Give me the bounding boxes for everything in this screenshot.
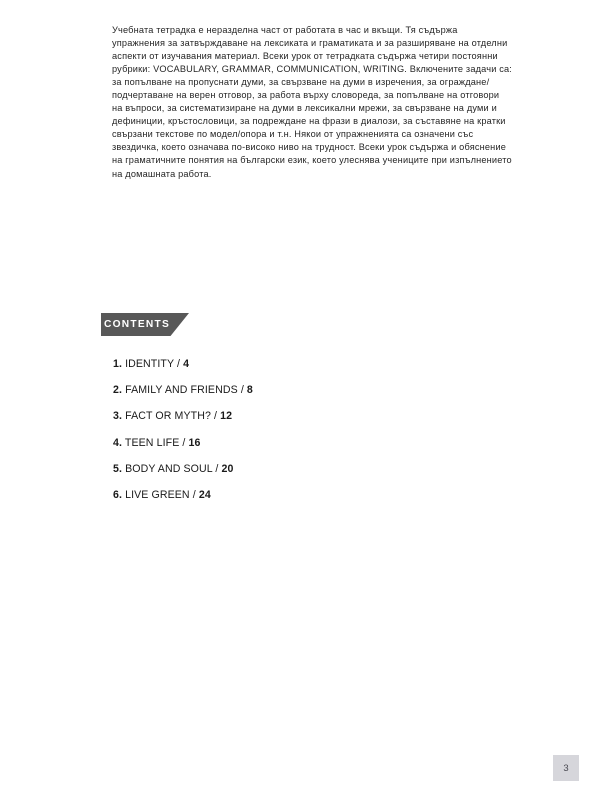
contents-banner (101, 313, 189, 336)
contents-item[interactable] (113, 377, 413, 403)
contents-item[interactable] (113, 430, 413, 456)
contents-item-title: FAMILY AND FRIENDS (125, 384, 238, 397)
contents-item-separator: / (214, 410, 218, 423)
contents-item-page: 24 (198, 489, 211, 502)
contents-item-number: 6. (113, 489, 123, 502)
intro-line: звездичка, което означава по-високо ниво на трудност. Всеки урок съдържа и обяснение (112, 142, 507, 153)
contents-item-page: 16 (188, 436, 201, 449)
contents-item-title: BODY AND SOUL (125, 462, 213, 475)
contents-item[interactable] (113, 456, 413, 482)
page-number: 3 (563, 762, 569, 774)
intro-line: на въпроси, за систематизиране на думи в лексикални мрежи, за свързване на думи и (112, 103, 497, 114)
contents-item-title: LIVE GREEN (125, 489, 190, 502)
intro-line: дефиниции, кръстословици, за подреждане на фрази в диалози, за съставяне на кратки (112, 116, 506, 127)
intro-paragraph (112, 24, 528, 181)
contents-item[interactable] (113, 403, 413, 429)
intro-line: Учебната тетрадка е неразделна част от работата в час и вкъщи. Тя съдържа (112, 25, 458, 35)
contents-item-number: 3. (113, 410, 123, 423)
contents-item-number: 4. (113, 436, 123, 449)
contents-item[interactable] (113, 482, 413, 508)
contents-item-separator: / (240, 384, 244, 397)
contents-list (113, 351, 413, 508)
contents-item-separator: / (192, 489, 196, 502)
page-number-box (553, 755, 579, 781)
intro-line: подчертаване на верен отговор, за работа върху словореда, за попълване на отговори (112, 90, 500, 101)
contents-item[interactable] (113, 351, 413, 377)
intro-line: за попълване на пропуснати думи, за свързване на думи в изречения, за ограждане/ (112, 77, 490, 88)
intro-line: рубрики: VOCABULARY, GRAMMAR, COMMUNICATION, WRITING. Включените задачи са: (112, 64, 513, 75)
intro-line: упражнения за затвърждаване на лексиката и граматиката и за разширяване на отделни (112, 38, 508, 49)
contents-item-separator: / (215, 462, 219, 475)
contents-item-title: IDENTITY (125, 358, 174, 370)
contents-item-number: 5. (113, 462, 123, 475)
contents-item-title: FACT OR MYTH? (125, 410, 211, 423)
intro-line: свързани текстове по модел/опора и т.н. Някои от упражненията са означени със (112, 129, 474, 140)
contents-item-title: TEEN LIFE (124, 436, 180, 449)
intro-line: аспекти от изучавания материал. Всеки урок от тетрадката съдържа четири постоянни (112, 51, 498, 62)
contents-item-page: 20 (221, 462, 234, 475)
contents-item-page: 8 (246, 384, 253, 397)
contents-item-number: 1. (113, 358, 123, 370)
contents-item-page: 12 (220, 410, 233, 423)
intro-line: на граматичните понятия на български език, което улеснява учениците при изпълнението (112, 155, 512, 166)
contents-item-number: 2. (113, 384, 123, 397)
contents-item-separator: / (182, 436, 186, 449)
contents-item-page: 4 (183, 358, 190, 370)
contents-banner-label: CONTENTS (103, 319, 171, 330)
intro-line: на домашната работа. (112, 168, 212, 179)
contents-item-separator: / (177, 358, 181, 370)
